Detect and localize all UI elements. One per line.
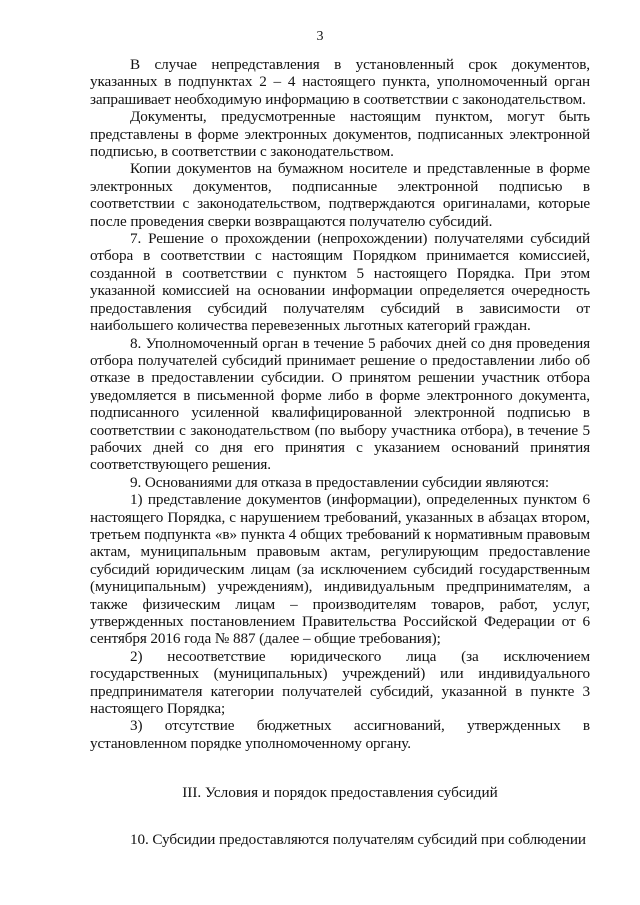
paragraph-item-8: 8. Уполномоченный орган в течение 5 рабочих дней со дня проведения отбора получателей субсидий принимает решение о предоставлении либо об отказе в предоставлении субсидии. О принятом решении участник отбора уведомляется в письменной форме либо в форме электронного документа, подписанного усиленной квалифицированной электронной подписью в соответствии с законодательством (по выбору участника отбора), в течение 5 рабочих дней со дня его принятия с указанием оснований принятия соответствующего решения.	[90, 334, 590, 474]
paragraph-missing-documents: В случае непредставления в установленный срок документов, указанных в подпунктах 2 – 4 настоящего пункта, уполномоченный орган запрашивает необходимую информацию в соответствии с законодательством.	[90, 56, 590, 108]
paragraph-item-10: 10. Субсидии предоставляются получателям субсидий при соблюдении	[130, 830, 586, 848]
paragraph-item-9-2: 2) несоответствие юридического лица (за исключением государственных (муниципальных) учреждений) или индивидуального предпринимателя категории получателей субсидий, указанной в пункте 3 настоящего Порядка;	[90, 647, 590, 718]
paragraph-electronic-documents: Документы, предусмотренные настоящим пунктом, могут быть представлены в форме электронных документов, подписанных электронной подписью, в соответствии с законодательством.	[90, 108, 590, 161]
paragraph-item-9-1: 1) представление документов (информации), определенных пунктом 6 настоящего Порядка, с нарушением требований, указанных в абзацах втором, третьем подпункта «в» пункта 4 общих требований к нормативным правовым актам, муниципальным правовым актам, регулирующим предоставление субсидий юридическим лицам (за исключением субсидий государственным (муниципальным) учреждениям), индивидуальным предпринимателям, а также физическим лицам – производителям товаров, работ, услуг, утвержденных постановлением Правительства Российской Федерации от 6 сентября 2016 года № 887 (далее – общие требования);	[90, 491, 590, 648]
document-body	[90, 56, 590, 848]
paragraph-item-9-3: 3) отсутствие бюджетных ассигнований, утвержденных в установленном порядке уполномоченному органу.	[90, 717, 590, 752]
paragraph-item-7: 7. Решение о прохождении (непрохождении) получателями субсидий отбора в соответствии с настоящим Порядком принимается комиссией, созданной в соответствии с пунктом 5 настоящего Порядка. При этом указанной комиссией на основании информации определяется очередность предоставления субсидий получателям субсидий в зависимости от наибольшего количества перевезенных льготных категорий граждан.	[90, 230, 590, 335]
paragraph-item-9: 9. Основаниями для отказа в предоставлении субсидии являются:	[130, 473, 550, 491]
section-heading: III. Условия и порядок предоставления субсидий	[182, 784, 498, 802]
paragraph-document-copies: Копии документов на бумажном носителе и представленные в форме электронных документов, подписанные электронной подписью в соответствии с законодательством, подтверждаются оригиналами, которые после проведения сверки возвращаются получателю субсидий.	[90, 160, 590, 230]
page-number: 3	[316, 29, 324, 44]
